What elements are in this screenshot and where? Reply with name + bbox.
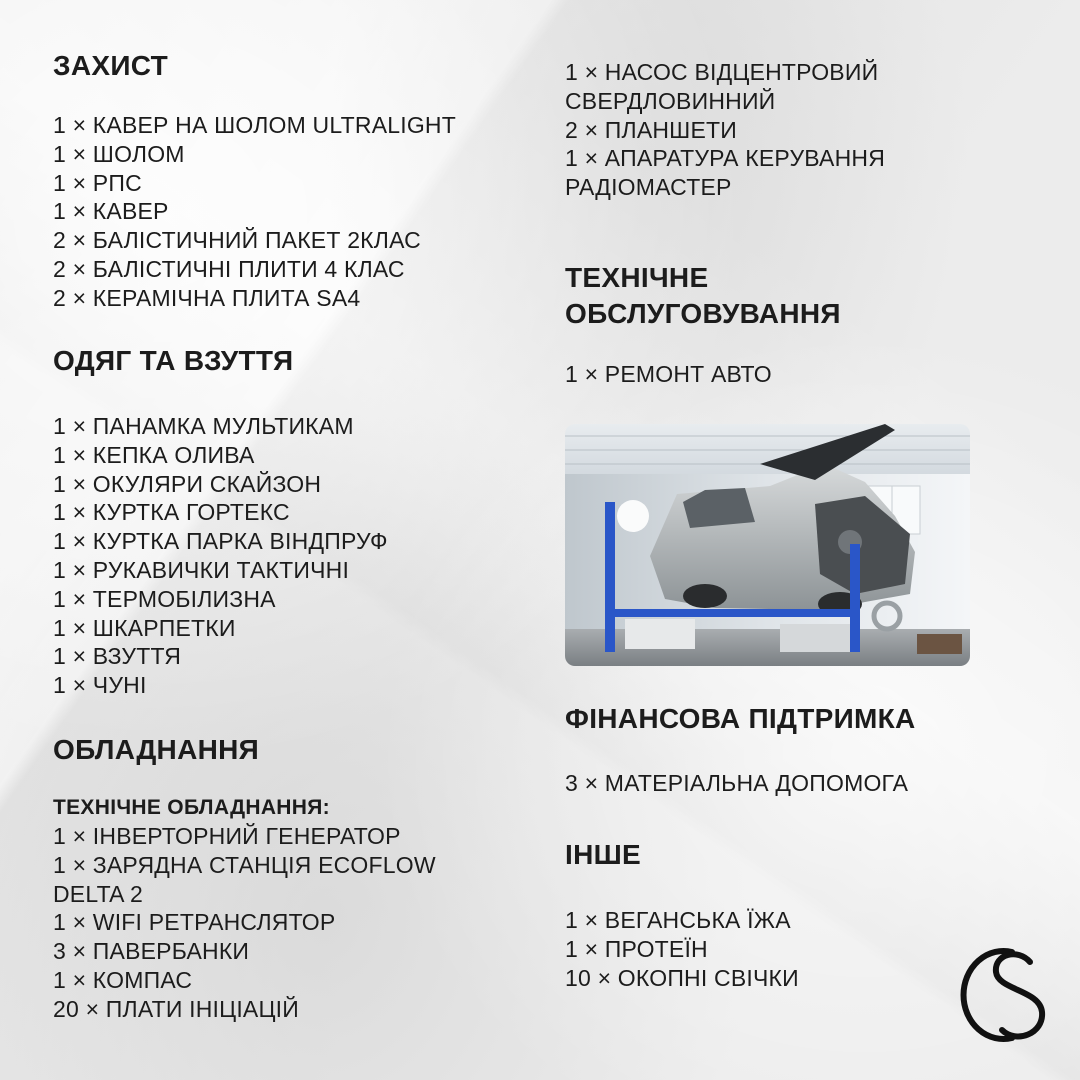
list-item: 1 × ШОЛОМ — [53, 140, 185, 167]
list-item: 1 × РПС — [53, 169, 142, 196]
list-item: 20 × ПЛАТИ ІНІЦІАЦІЙ — [53, 995, 300, 1022]
list-item: 2 × БАЛІСТИЧНІ ПЛИТИ 4 КЛАС — [53, 255, 405, 282]
list-item: 1 × ТЕРМОБІЛИЗНА — [53, 585, 276, 612]
list-item: 1 × РЕМОНТ АВТО — [565, 361, 772, 387]
list-item: 1 × КУРТКА ГОРТЕКС — [53, 499, 290, 526]
list-item: 1 × КОМПАС — [53, 966, 193, 993]
list-item: 1 × ПАНАМКА МУЛЬТИКАМ — [53, 413, 354, 439]
list-item: 1 × РУКАВИЧКИ ТАКТИЧНІ — [53, 556, 350, 583]
cs-monogram-logo — [960, 940, 1056, 1050]
list-equipment-continued — [565, 58, 945, 202]
list-item: 1 × ВЕГАНСЬКА ЇЖА — [565, 907, 791, 933]
section-title-protection: ЗАХИСТ — [53, 50, 168, 81]
list-item: 2 × ПЛАНШЕТИ — [565, 116, 737, 143]
section-subtitle-technical-equipment: ТЕХНІЧНЕ ОБЛАДНАННЯ: — [53, 796, 330, 819]
list-item: 2 × БАЛІСТИЧНИЙ ПАКЕТ 2КЛАС — [53, 227, 421, 254]
list-item: 1 × ШКАРПЕТКИ — [53, 614, 236, 641]
list-item: 1 × ВЗУТТЯ — [53, 643, 182, 670]
list-protection — [53, 111, 456, 313]
list-item: 1 × ЧУНІ — [53, 672, 147, 699]
list-item: 3 × ПАВЕРБАНКИ — [53, 938, 250, 965]
list-finance — [565, 769, 908, 798]
list-item: 1 × ІНВЕРТОРНИЙ ГЕНЕРАТОР — [53, 823, 401, 849]
list-item: 1 × НАСОС ВІДЦЕНТРОВИЙ СВЕРДЛОВИННИЙ — [565, 59, 879, 114]
section-title-clothing: ОДЯГ ТА ВЗУТТЯ — [53, 345, 294, 376]
section-title-maintenance-line1: ТЕХНІЧНЕ — [565, 262, 709, 293]
list-item: 1 × КУРТКА ПАРКА ВІНДПРУФ — [53, 528, 388, 555]
list-other — [565, 906, 799, 992]
list-item: 1 × АПАРАТУРА КЕРУВАННЯ РАДІОМАСТЕР — [565, 145, 886, 201]
list-item: 2 × КЕРАМІЧНА ПЛИТА SA4 — [53, 284, 361, 311]
list-item: 1 × WIFI РЕТРАНСЛЯТОР — [53, 909, 336, 936]
section-title-finance: ФІНАНСОВА ПІДТРИМКА — [565, 703, 916, 734]
section-title-equipment: ОБЛАДНАННЯ — [53, 734, 260, 765]
list-item: 10 × ОКОПНІ СВІЧКИ — [565, 964, 799, 991]
car-on-lift-photo — [565, 424, 970, 666]
list-item: 1 × КАВЕР НА ШОЛОМ ULTRALIGHT — [53, 112, 456, 138]
list-equipment — [53, 822, 493, 1024]
list-maintenance — [565, 360, 772, 389]
list-item: 1 × КАВЕР — [53, 198, 169, 225]
section-title-other: ІНШЕ — [565, 839, 642, 870]
list-item: 1 × ОКУЛЯРИ СКАЙЗОН — [53, 470, 322, 497]
list-item: 3 × МАТЕРІАЛЬНА ДОПОМОГА — [565, 770, 909, 796]
list-clothing — [53, 412, 388, 700]
list-item: 1 × КЕПКА ОЛИВА — [53, 441, 255, 468]
list-item: 1 × ЗАРЯДНА СТАНЦІЯ ECOFLOW DELTA 2 — [53, 851, 436, 907]
section-title-maintenance-line2: ОБСЛУГОВУВАННЯ — [565, 298, 841, 329]
list-item: 1 × ПРОТЕЇН — [565, 935, 708, 962]
